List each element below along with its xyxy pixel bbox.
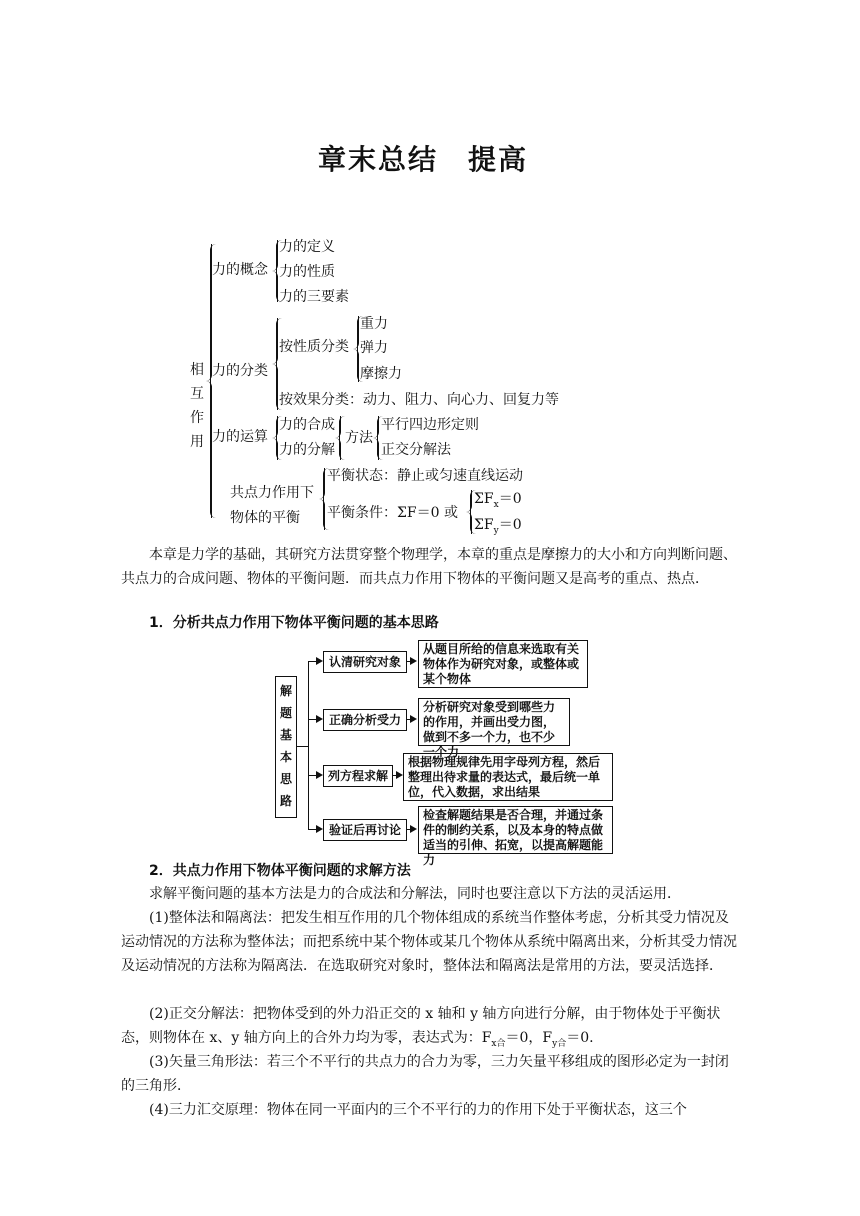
nature-item: 重力 — [360, 316, 388, 332]
balance-label-1: 共点力作用下 — [230, 485, 314, 501]
flow-step-desc: 检查解题结果是否合理，并通过条件的制约关系，以及本身的特点做适当的引伸、拓宽，以提高解题能力 — [418, 806, 613, 854]
arrow-icon — [410, 657, 417, 665]
condition-fy: $\Sigma F_y=0$ — [474, 517, 522, 536]
intro-paragraph: 本章是力学的基础，其研究方法贯穿整个物理学，本章的重点是摩擦力的大小和方向判断问题、共点力的合成问题、物体的平衡问题．而共点力作用下物体的平衡问题又是高考的重点、热点． — [121, 547, 737, 587]
flow-step: 验证后再讨论 — [323, 819, 407, 841]
flow-step: 列方程求解 — [323, 765, 393, 787]
arrow-icon — [316, 771, 323, 779]
operation-label: 力的运算 — [212, 429, 268, 445]
method-2-paragraph: (2)正交分解法：把物体受到的外力沿正交的 x 轴和 y 轴方向进行分解，由于物体处于平衡状态，则物体在 x、y 轴方向上的合外力均为零，表达式为：$F_{x合}=0$，$F_{y合}=0$. — [121, 1006, 721, 1049]
section-1-heading: 1．分析共点力作用下物体平衡问题的基本思路 — [149, 615, 439, 631]
methods-paragraph: 求解平衡问题的基本方法是力的合成法和分解法，同时也要注意以下方法的灵活运用． — [149, 886, 681, 902]
operation-item: 力的合成 — [279, 417, 335, 433]
concept-item: 力的性质 — [279, 264, 335, 280]
method-item: 平行四边形定则 — [381, 417, 479, 433]
nature-item: 弹力 — [360, 340, 388, 356]
arrow-icon — [410, 715, 417, 723]
flow-step-desc: 根据物理规律先用字母列方程，然后整理出待求量的表达式，最后统一单位，代入数据，求出结果 — [403, 753, 613, 801]
arrow-icon — [316, 657, 323, 665]
arrow-icon — [396, 771, 403, 779]
arrow-icon — [316, 825, 323, 833]
condition-fx: $\Sigma F_x=0$ — [474, 491, 522, 510]
flow-root: 解 题 基 本 思 路 — [275, 676, 297, 818]
by-effect: 按效果分类：动力、阻力、向心力、回复力等 — [279, 392, 559, 408]
concept-item: 力的三要素 — [279, 289, 349, 305]
tree-root: 相互作用 — [190, 362, 204, 450]
method-3-paragraph: (3)矢量三角形法：若三个不平行的共点力的合力为零，三力矢量平移组成的图形必定为一封闭的三角形． — [121, 1054, 729, 1094]
section-2-heading: 2．共点力作用下物体平衡问题的求解方法 — [149, 863, 411, 879]
flow-step: 认清研究对象 — [323, 651, 407, 673]
method-1-paragraph: (1)整体法和隔离法：把发生相互作用的几个物体组成的系统当作整体考虑，分析其受力情况及运动情况的方法称为整体法；而把系统中某个物体或某几个物体从系统中隔离出来，分析其受力情况及运动情况的方法称为隔离法．在选取研究对象时，整体法和隔离法是常用的方法，要灵活选择． — [121, 910, 737, 974]
flow-step-desc: 分析研究对象受到哪些力的作用，并画出受力图，做到不多一个力，也不少一个力 — [418, 698, 570, 746]
flow-step-desc: 从题目所给的信息来选取有关物体作为研究对象，或整体或某个物体 — [418, 640, 588, 688]
page-title: 章末总结 提高 — [318, 143, 529, 176]
arrow-icon — [410, 825, 417, 833]
method-4-paragraph: (4)三力汇交原理：物体在同一平面内的三个不平行的力的作用下处于平衡状态，这三个 — [149, 1102, 687, 1118]
operation-item: 力的分解 — [279, 442, 335, 458]
nature-item: 摩擦力 — [360, 366, 402, 382]
method-item: 正交分解法 — [381, 442, 451, 458]
balance-condition: 平衡条件：ΣF＝0 或 — [327, 505, 458, 521]
by-nature-label: 按性质分类 — [279, 339, 349, 355]
flow-step: 正确分析受力 — [323, 709, 407, 731]
arrow-icon — [316, 715, 323, 723]
concept-item: 力的定义 — [279, 239, 335, 255]
concept-label: 力的概念 — [212, 262, 268, 278]
root-brace — [210, 244, 217, 518]
balance-label-2: 物体的平衡 — [230, 510, 300, 526]
balance-state: 平衡状态：静止或匀速直线运动 — [327, 468, 523, 484]
method-label: 方法 — [345, 430, 373, 446]
classify-label: 力的分类 — [212, 363, 268, 379]
